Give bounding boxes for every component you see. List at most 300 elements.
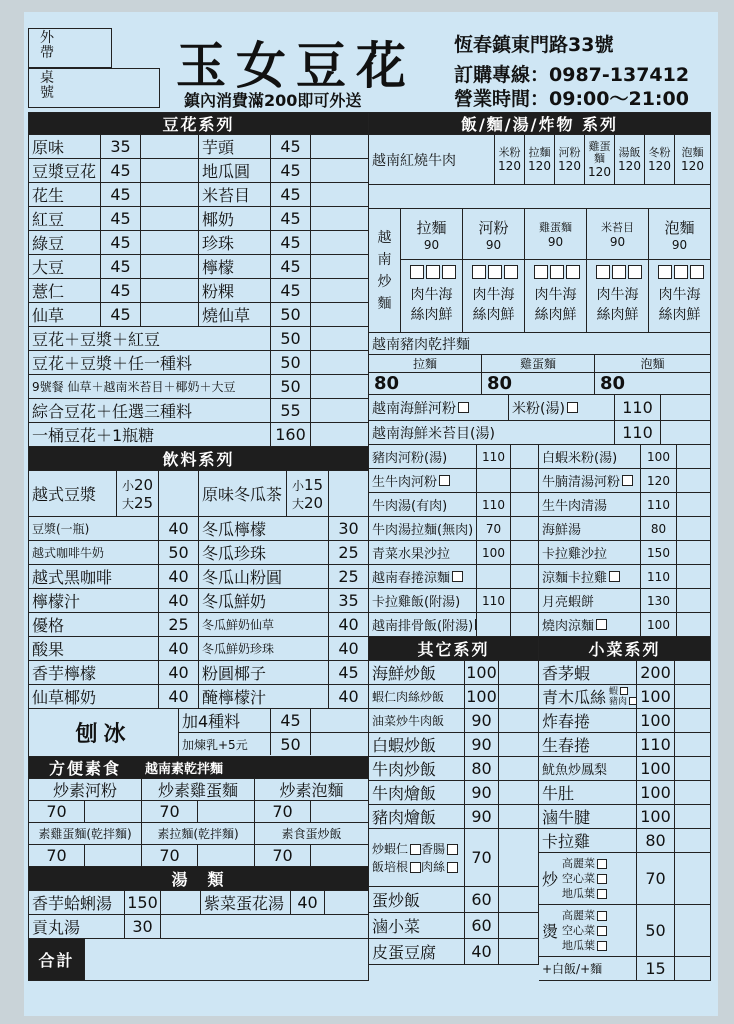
drink-price: 40	[159, 517, 199, 540]
sides-row	[539, 781, 711, 805]
noodle-option[interactable]	[675, 135, 711, 184]
qty-cell[interactable]	[311, 375, 369, 398]
item-name	[369, 589, 477, 612]
seafood-row	[369, 395, 711, 421]
qty-cell[interactable]	[311, 279, 369, 302]
item-name	[539, 805, 637, 828]
empty-cell	[161, 915, 369, 938]
checkbox[interactable]	[534, 265, 548, 279]
drink-price: 40	[159, 637, 199, 660]
qty-cell[interactable]	[311, 423, 369, 446]
item-name: 一桶豆花＋1瓶糖	[29, 423, 271, 446]
qty-cell[interactable]	[675, 757, 711, 780]
dry-noodle-option[interactable]	[482, 355, 595, 394]
item-label: 青木瓜絲	[542, 688, 607, 707]
item-name	[539, 781, 637, 804]
qty-cell[interactable]	[677, 565, 711, 588]
qty-cell[interactable]	[311, 159, 369, 182]
drink-price: 40	[329, 613, 369, 636]
checkbox[interactable]	[566, 265, 580, 279]
item-label: 卡拉雞	[542, 832, 591, 851]
checkbox[interactable]	[488, 265, 502, 279]
qty-cell[interactable]	[311, 327, 369, 350]
qty-cell[interactable]	[499, 829, 539, 886]
checkbox[interactable]	[410, 844, 421, 855]
qty-cell[interactable]	[499, 939, 539, 964]
item-name: 豆花＋豆漿＋紅豆	[29, 327, 271, 350]
checkbox[interactable]	[620, 687, 628, 695]
meat-labels: 絲肉鮮	[534, 307, 577, 323]
qty-cell[interactable]	[675, 661, 711, 684]
qty-cell[interactable]	[311, 351, 369, 374]
qty-cell[interactable]	[311, 733, 369, 755]
checkbox[interactable]	[690, 265, 704, 279]
qty-cell[interactable]	[511, 613, 539, 636]
meat-checkboxes	[401, 260, 462, 284]
option-line	[562, 938, 607, 953]
checkbox[interactable]	[622, 475, 633, 486]
item-price: 50	[637, 905, 675, 956]
item-name	[539, 445, 641, 468]
veg-item-name: 炒素泡麵	[255, 779, 369, 800]
option-price: 90	[547, 235, 564, 249]
qty-cell[interactable]	[511, 589, 539, 612]
option-label: 高麗菜	[562, 909, 596, 922]
item-name: 油菜炒牛肉飯	[369, 709, 465, 732]
item-price: 45	[271, 135, 311, 158]
item-label: 豬肉河粉(湯)	[372, 451, 448, 466]
stirfry-option	[463, 209, 525, 332]
price: 15	[303, 475, 324, 494]
option-price: 120	[618, 158, 641, 173]
checkbox[interactable]	[447, 862, 458, 873]
soup-price: 150	[125, 891, 161, 914]
item-label: 牛肉湯(有肉)	[372, 499, 448, 514]
item-price: 200	[637, 661, 675, 684]
checkbox[interactable]	[597, 859, 607, 869]
item-name: 原味	[29, 135, 101, 158]
qty-cell[interactable]	[311, 231, 369, 254]
douhua-row	[29, 279, 369, 303]
qty-cell[interactable]	[677, 589, 711, 612]
drink-name: 冬瓜檸檬	[199, 517, 329, 540]
item-name: 大豆	[29, 255, 101, 278]
item-label: 燒肉涼麵	[542, 619, 595, 634]
item-name	[539, 905, 637, 956]
sides-row	[539, 733, 711, 757]
size-large: 大	[121, 496, 134, 511]
item-name	[369, 395, 509, 420]
item-price: 80	[637, 829, 675, 852]
menu-pair-row	[369, 541, 711, 565]
qty-cell[interactable]	[675, 805, 711, 828]
qty-cell[interactable]	[311, 303, 369, 326]
item-name: 蛋炒飯	[369, 887, 465, 912]
option-price: 120	[528, 158, 551, 173]
qty-cell[interactable]	[511, 469, 539, 492]
meat-checkboxes	[525, 260, 586, 284]
checkbox[interactable]	[596, 265, 610, 279]
option-label: 地瓜葉	[562, 939, 596, 952]
qty-cell[interactable]	[141, 207, 199, 230]
option-label: 飯	[372, 859, 385, 874]
option-label: 蝦仁	[384, 841, 409, 856]
qty-cell[interactable]	[677, 493, 711, 516]
qty-cell[interactable]	[141, 303, 199, 326]
size-small: 小	[291, 478, 304, 493]
drink-row	[29, 661, 369, 685]
meat-labels: 絲肉鮮	[410, 307, 453, 323]
qty-cell[interactable]	[677, 445, 711, 468]
drink-name: 豆漿(一瓶)	[29, 517, 159, 540]
option-header	[587, 209, 648, 260]
checkbox[interactable]	[550, 265, 564, 279]
qty-cell[interactable]	[675, 829, 711, 852]
others-row	[369, 709, 539, 733]
drink-price: 40	[329, 685, 369, 708]
checkbox[interactable]	[426, 265, 440, 279]
sides-row	[539, 709, 711, 733]
qty-cell[interactable]	[511, 445, 539, 468]
item-price: 100	[465, 685, 499, 708]
qty-cell[interactable]	[661, 421, 711, 444]
ice-option: 加4種料	[179, 709, 271, 732]
checkbox[interactable]	[597, 874, 607, 884]
combo-row	[29, 351, 369, 375]
meat-checkboxes	[649, 260, 710, 284]
checkbox[interactable]	[410, 862, 421, 873]
sides-row	[539, 757, 711, 781]
veg-item-name: 炒素河粉	[29, 779, 142, 800]
soup-price: 40	[291, 891, 325, 914]
drink-row	[29, 565, 369, 589]
qty-cell[interactable]	[141, 231, 199, 254]
addon-row	[539, 957, 711, 981]
item-price: 35	[101, 135, 141, 158]
drink-price: 30	[329, 517, 369, 540]
qty-cell[interactable]	[677, 469, 711, 492]
item-label: 白蝦米粉(湯)	[542, 451, 618, 466]
item-name	[369, 517, 477, 540]
drink-price: 35	[329, 589, 369, 612]
qty-cell[interactable]	[675, 781, 711, 804]
item-name: 薏仁	[29, 279, 101, 302]
menu-pair-row	[369, 565, 711, 589]
item-price: 160	[271, 423, 311, 446]
option-name: 拉麵	[416, 218, 447, 237]
drink-name: 越式豆漿	[29, 471, 117, 516]
veg-price: 70	[29, 801, 85, 822]
size-large: 大	[291, 496, 304, 511]
item-price: 45	[101, 303, 141, 326]
qty-cell[interactable]	[675, 709, 711, 732]
stirfry-option	[649, 209, 711, 332]
item-price: 50	[271, 351, 311, 374]
item-price: 45	[101, 231, 141, 254]
item-name	[539, 829, 637, 852]
qty-cell[interactable]	[311, 255, 369, 278]
item-name	[539, 589, 641, 612]
mixed-line	[372, 840, 458, 858]
qty-cell[interactable]	[141, 255, 199, 278]
soup-title: 湯 類	[29, 867, 369, 890]
option-name: 湯飯	[618, 145, 641, 159]
item-name	[369, 469, 477, 492]
stirfry-option	[401, 209, 463, 332]
item-name: 檸檬	[199, 255, 271, 278]
item-label: 燙	[542, 922, 559, 941]
qty-cell[interactable]	[499, 757, 539, 780]
drink-name: 冬瓜鮮奶珍珠	[199, 637, 329, 660]
delivery-note: 鎮內消費滿200即可外送	[184, 91, 362, 110]
checkbox[interactable]	[674, 265, 688, 279]
noodle-option[interactable]	[645, 135, 675, 184]
option-price: 90	[485, 237, 502, 252]
item-price: 45	[101, 255, 141, 278]
item-price: 110	[641, 493, 677, 516]
qty-cell[interactable]	[499, 781, 539, 804]
drink-price: 40	[329, 637, 369, 660]
seafood-row	[369, 421, 711, 445]
qty-cell[interactable]	[141, 183, 199, 206]
veg-item-name: 素拉麵(乾拌麵)	[142, 823, 255, 844]
qty-cell[interactable]	[499, 709, 539, 732]
qty-cell[interactable]	[311, 709, 369, 732]
checkbox[interactable]	[410, 265, 424, 279]
size-small: 小	[121, 478, 134, 493]
qty-cell[interactable]	[311, 207, 369, 230]
checkbox[interactable]	[597, 926, 607, 936]
qty-cell[interactable]	[677, 541, 711, 564]
qty-cell[interactable]	[675, 853, 711, 904]
checkbox[interactable]	[658, 265, 672, 279]
qty-cell[interactable]	[499, 685, 539, 708]
ice-price: 45	[271, 709, 311, 732]
checkbox[interactable]	[439, 475, 450, 486]
option-name: 河粉	[478, 218, 509, 237]
checkbox[interactable]	[597, 941, 607, 951]
item-name: 米苔目	[199, 183, 271, 206]
veg-name-row	[29, 779, 369, 801]
drink-price: 25	[329, 565, 369, 588]
item-name	[369, 613, 477, 636]
qty-cell[interactable]	[511, 541, 539, 564]
dry-noodle-option[interactable]	[595, 355, 711, 394]
item-label: 生牛肉清湯	[542, 499, 608, 514]
noodle-option[interactable]	[525, 135, 555, 184]
item-name: +白飯/+麵	[539, 957, 637, 980]
item-price: 60	[465, 887, 499, 912]
qty-cell[interactable]	[499, 887, 539, 912]
option-name: 拉麵	[369, 355, 481, 373]
checkbox[interactable]	[567, 402, 578, 413]
item-label: 滷牛腱	[542, 808, 591, 827]
qty-cell[interactable]	[141, 135, 199, 158]
noodle-option[interactable]	[615, 135, 645, 184]
drink-row	[29, 589, 369, 613]
qty-cell[interactable]	[661, 395, 711, 420]
qty-cell[interactable]	[511, 493, 539, 516]
qty-cell[interactable]	[161, 891, 201, 914]
table-number-box[interactable]	[28, 68, 160, 108]
drink-price: 40	[159, 589, 199, 612]
veg-price: 70	[255, 801, 311, 822]
qty-cell[interactable]	[325, 891, 369, 914]
drinks-title: 飲料系列	[29, 447, 369, 470]
item-name: 滷小菜	[369, 913, 465, 938]
price: 20	[133, 475, 154, 494]
total-row	[29, 939, 369, 981]
dry-noodle-option[interactable]	[369, 355, 482, 394]
item-price: 45	[271, 159, 311, 182]
item-price: 100	[465, 661, 499, 684]
veg-options	[562, 908, 607, 953]
checkbox[interactable]	[447, 844, 458, 855]
stirfry-option	[525, 209, 587, 332]
checkbox[interactable]	[597, 911, 607, 921]
mixed-line	[372, 858, 458, 876]
takeout-box[interactable]	[28, 28, 112, 68]
item-price	[477, 613, 511, 636]
noodle-option[interactable]	[555, 135, 585, 184]
drink-price: 25	[329, 541, 369, 564]
menu-sheet	[24, 12, 718, 1016]
qty-cell[interactable]	[141, 159, 199, 182]
soup-name: 紫菜蛋花湯	[201, 891, 291, 914]
checkbox[interactable]	[597, 889, 607, 899]
item-label: 炒	[542, 870, 559, 889]
drink-name: 仙草椰奶	[29, 685, 159, 708]
drink-name: 粉圓椰子	[199, 661, 329, 684]
item-price: 55	[271, 399, 311, 422]
qty-cell[interactable]	[311, 135, 369, 158]
item-price: 70	[637, 853, 675, 904]
qty-cell[interactable]	[675, 957, 711, 980]
option-header	[525, 209, 586, 260]
item-label: 涼麵卡拉雞	[542, 571, 608, 586]
soup-price: 30	[125, 915, 161, 938]
qty-cell[interactable]	[675, 905, 711, 956]
veg-price-cell	[255, 801, 369, 822]
option-price: 90	[423, 237, 440, 252]
item-name: 紅豆	[29, 207, 101, 230]
option-line	[562, 871, 607, 886]
item-name	[539, 541, 641, 564]
checkbox[interactable]	[629, 697, 637, 705]
qty-cell[interactable]	[677, 517, 711, 540]
checkbox[interactable]	[609, 571, 620, 582]
item-price: 45	[271, 255, 311, 278]
noodle-option[interactable]	[495, 135, 525, 184]
checkbox[interactable]	[628, 265, 642, 279]
item-price	[477, 565, 511, 588]
checkbox[interactable]	[472, 265, 486, 279]
rice-title: 飯/麵/湯/炸物 系列	[369, 113, 711, 134]
douhua-title: 豆花系列	[29, 113, 369, 134]
drink-price: 40	[159, 661, 199, 684]
qty-cell[interactable]	[499, 913, 539, 938]
item-name: 椰奶	[199, 207, 271, 230]
qty-cell[interactable]	[675, 685, 711, 708]
item-price: 100	[641, 613, 677, 636]
checkbox[interactable]	[596, 619, 607, 630]
price: 25	[133, 493, 154, 512]
mixed-fried-rice-row	[369, 829, 539, 887]
douhua-row	[29, 135, 369, 159]
papaya-options	[609, 687, 637, 707]
others-row	[369, 805, 539, 829]
others-row	[369, 939, 539, 965]
qty-cell[interactable]	[499, 805, 539, 828]
checkbox[interactable]	[612, 265, 626, 279]
veg-price: 70	[142, 801, 198, 822]
item-label: 炸春捲	[542, 712, 591, 731]
total-field[interactable]	[85, 939, 369, 980]
ice-price: 50	[271, 733, 311, 755]
qty-cell[interactable]	[311, 183, 369, 206]
qty-cell[interactable]	[159, 471, 199, 516]
item-name: 豆漿豆花	[29, 159, 101, 182]
veg-name-row	[29, 823, 369, 845]
qty-cell[interactable]	[511, 565, 539, 588]
menu-pair-row	[369, 493, 711, 517]
item-label: 生牛肉河粉	[372, 475, 438, 490]
option-header	[649, 209, 710, 260]
option-name: 米苔目	[601, 221, 634, 234]
drink-row	[29, 541, 369, 565]
checkbox[interactable]	[442, 265, 456, 279]
veg-title-text: 方便素食	[49, 759, 122, 778]
option-name: 雞蛋麵	[482, 355, 594, 373]
item-price: 110	[477, 445, 511, 468]
option-label: 地瓜葉	[562, 887, 596, 900]
item-name	[539, 565, 641, 588]
checkbox[interactable]	[458, 402, 469, 413]
item-price: 60	[465, 913, 499, 938]
option-name: 河粉	[558, 145, 581, 159]
qty-cell[interactable]	[677, 613, 711, 636]
qty-cell[interactable]	[499, 661, 539, 684]
option-name: 泡麵	[681, 145, 704, 159]
item-price: 45	[101, 207, 141, 230]
item-name: 綜合豆花＋任選三種料	[29, 399, 271, 422]
option-name: 泡麵	[664, 218, 695, 237]
item-price: 50	[271, 375, 311, 398]
qty-cell[interactable]	[141, 279, 199, 302]
item-name: 9號餐 仙草＋越南米苔目＋椰奶＋大豆	[29, 375, 271, 398]
qty-cell[interactable]	[329, 471, 369, 516]
veg-price-row	[29, 801, 369, 823]
item-price: 45	[271, 279, 311, 302]
option-header	[401, 209, 462, 260]
others-title: 其它系列	[369, 637, 539, 660]
veg-options	[562, 856, 607, 901]
checkbox[interactable]	[504, 265, 518, 279]
qty-cell[interactable]	[511, 517, 539, 540]
item-name	[539, 733, 637, 756]
qty-cell[interactable]	[499, 733, 539, 756]
checkbox[interactable]	[452, 571, 463, 582]
qty-cell[interactable]	[311, 399, 369, 422]
sides-row	[539, 829, 711, 853]
drink-name: 原味冬瓜茶	[199, 471, 287, 516]
item-price: 110	[641, 565, 677, 588]
option-price: 120	[681, 158, 704, 173]
noodle-option[interactable]	[585, 135, 615, 184]
price: 20	[303, 493, 324, 512]
qty-cell[interactable]	[675, 733, 711, 756]
drink-name: 酸果	[29, 637, 159, 660]
